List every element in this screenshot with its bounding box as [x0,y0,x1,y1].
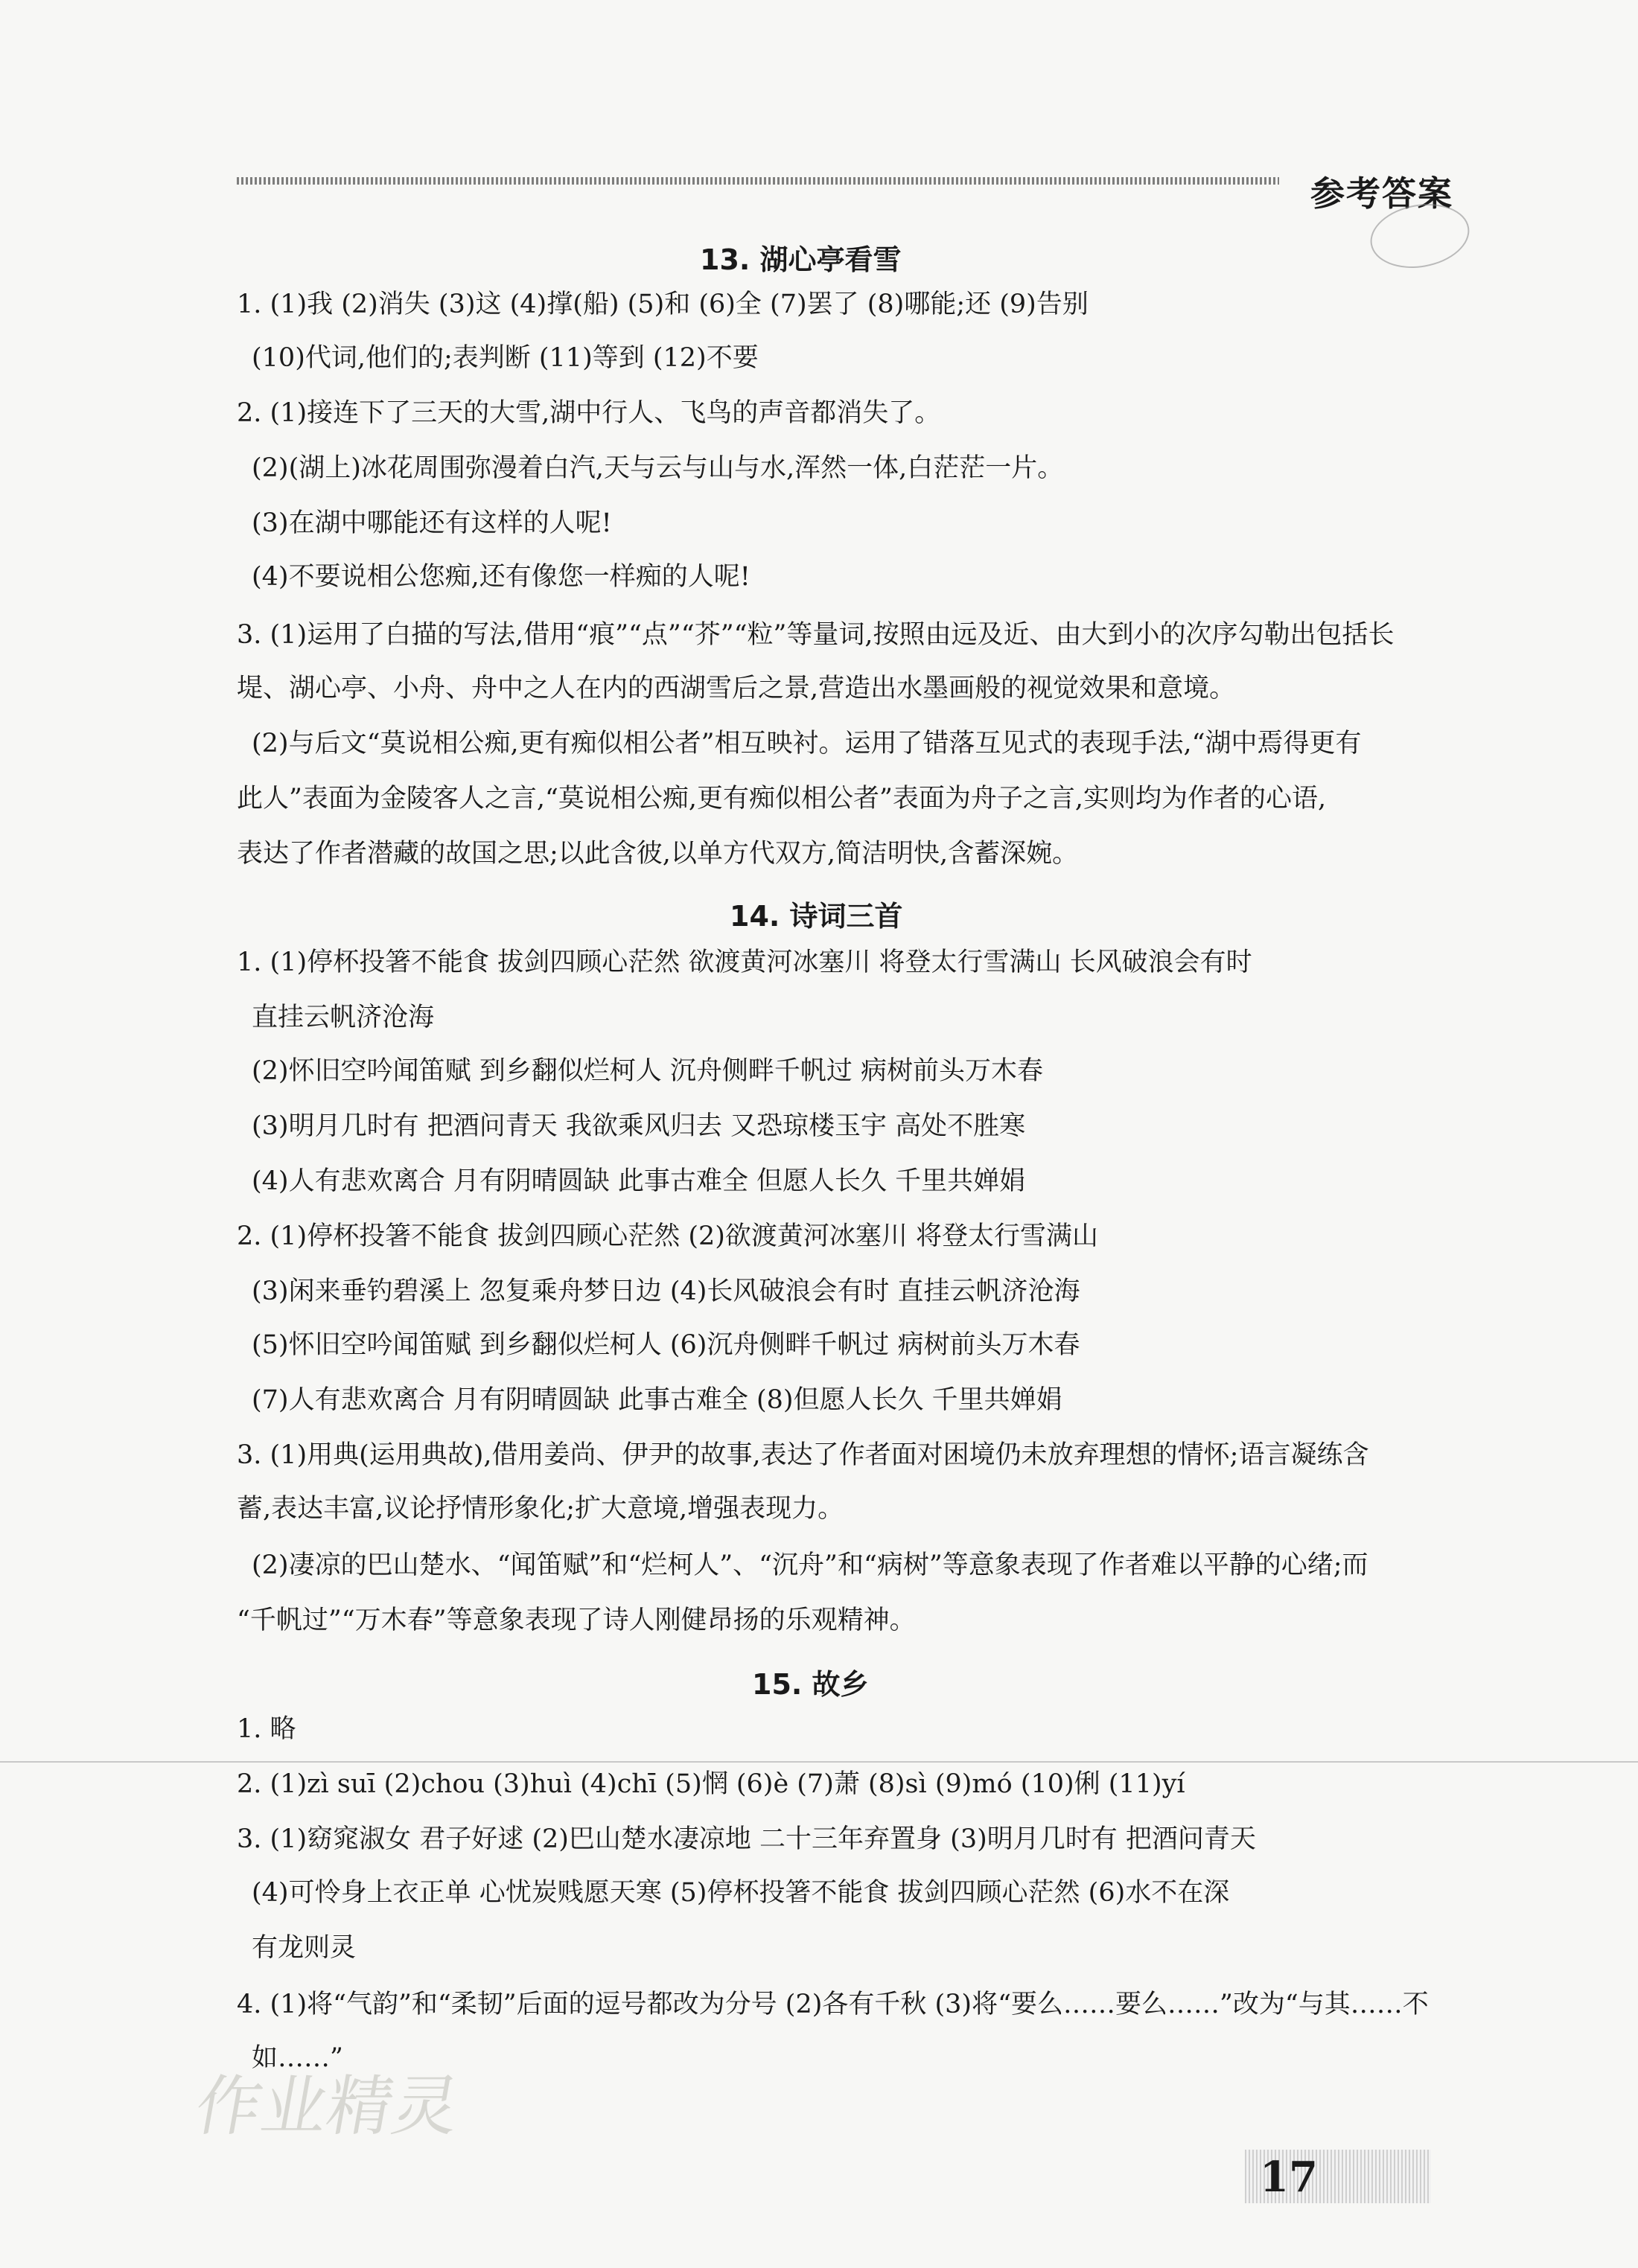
answer-line: (5)怀旧空吟闻笛赋 到乡翻似烂柯人 (6)沉舟侧畔千帆过 病树前头万木春 [252,1330,1080,1360]
answer-line: 2. (1)停杯投箸不能食 拔剑四顾心茫然 (2)欲渡黄河冰塞川 将登太行雪满山 [237,1221,1099,1251]
answer-line: 如……” [252,2043,343,2073]
answer-line: (3)闲来垂钓碧溪上 忽复乘舟梦日边 (4)长风破浪会有时 直挂云帆济沧海 [252,1277,1080,1306]
section-title-13: 13. 湖心亭看雪 [700,243,902,276]
answer-line: 此人”表面为金陵客人之言,“莫说相公痴,更有痴似相公者”表面为舟子之言,实则均为作者的心语, [237,784,1327,814]
page-number-box [1245,2150,1431,2203]
answer-line: 堤、湖心亭、小舟、舟中之人在内的西湖雪后之景,营造出水墨画般的视觉效果和意境。 [237,674,1236,703]
answer-line: 1. (1)我 (2)消失 (3)这 (4)撑(船) (5)和 (6)全 (7)罢了 (8)哪能;还 (9)告别 [237,290,1089,319]
answer-line: 蓄,表达丰富,议论抒情形象化;扩大意境,增强表现力。 [237,1494,844,1524]
answer-label: 参考答案 [1310,173,1453,214]
answer-line: 2. (1)zì suī (2)chou (3)huì (4)chī (5)惘 (6)è (7)萧 (8)sì (9)mó (10)俐 (11)yí [237,1769,1185,1799]
page-fold [0,1761,1638,1763]
answer-line: 1. 略 [237,1714,296,1744]
answer-line: 有龙则灵 [252,1933,357,1963]
section-title-14: 14. 诗词三首 [730,900,903,933]
answer-line: (4)人有悲欢离合 月有阴晴圆缺 此事古难全 但愿人长久 千里共婵娟 [252,1166,1026,1196]
answer-line: (4)不要说相公您痴,还有像您一样痴的人呢! [252,562,751,592]
answer-line: (2)怀旧空吟闻笛赋 到乡翻似烂柯人 沉舟侧畔千帆过 病树前头万木春 [252,1056,1043,1086]
answer-line: 表达了作者潜藏的故国之思;以此含彼,以单方代双方,简洁明快,含蓄深婉。 [237,839,1079,869]
answer-line: 1. (1)停杯投箸不能食 拔剑四顾心茫然 欲渡黄河冰塞川 将登太行雪满山 长风破浪会有时 [237,948,1252,977]
answer-line: (4)可怜身上衣正单 心忧炭贱愿天寒 (5)停杯投箸不能食 拔剑四顾心茫然 (6)水不在深 [252,1878,1230,1908]
answer-line: 直挂云帆济沧海 [252,1003,435,1032]
page-number: 17 [1260,2153,1318,2202]
answer-line: (2)凄凉的巴山楚水、“闻笛赋”和“烂柯人”、“沉舟”和“病树”等意象表现了作者难以平静的心绪;而 [252,1550,1368,1580]
answer-line: 2. (1)接连下了三天的大雪,湖中行人、飞鸟的声音都消失了。 [237,398,941,428]
answer-line: 3. (1)用典(运用典故),借用姜尚、伊尹的故事,表达了作者面对困境仍未放弃理想的情怀;语言凝练含 [237,1440,1369,1470]
section-title-15: 15. 故乡 [752,1668,869,1701]
answer-line: (2)与后文“莫说相公痴,更有痴似相公者”相互映衬。运用了错落互见式的表现手法,“湖中焉得更有 [252,729,1362,758]
answer-line: (3)在湖中哪能还有这样的人呢! [252,508,612,538]
answer-line: (3)明月几时有 把酒问青天 我欲乘风归去 又恐琼楼玉宇 高处不胜寒 [252,1111,1026,1141]
answer-line: 3. (1)窈窕淑女 君子好逑 (2)巴山楚水凄凉地 二十三年弃置身 (3)明月几时有 把酒问青天 [237,1824,1256,1854]
answer-line: (7)人有悲欢离合 月有阴晴圆缺 此事古难全 (8)但愿人长久 千里共婵娟 [252,1385,1062,1415]
header-rule [237,177,1279,185]
answer-line: (2)(湖上)冰花周围弥漫着白汽,天与云与山与水,浑然一体,白茫茫一片。 [252,453,1064,483]
answer-line: 3. (1)运用了白描的写法,借用“痕”“点”“芥”“粒”等量词,按照由远及近、由大到小的次序勾勒出包括长 [237,620,1395,650]
watermark: 作业精灵 [189,2068,465,2144]
answer-line: (10)代词,他们的;表判断 (11)等到 (12)不要 [252,343,759,373]
answer-line: 4. (1)将“气韵”和“柔韧”后面的逗号都改为分号 (2)各有千秋 (3)将“要么……要么……”改为“与其……不 [237,1990,1429,2019]
answer-line: “千帆过”“万木春”等意象表现了诗人刚健昂扬的乐观精神。 [237,1606,916,1635]
